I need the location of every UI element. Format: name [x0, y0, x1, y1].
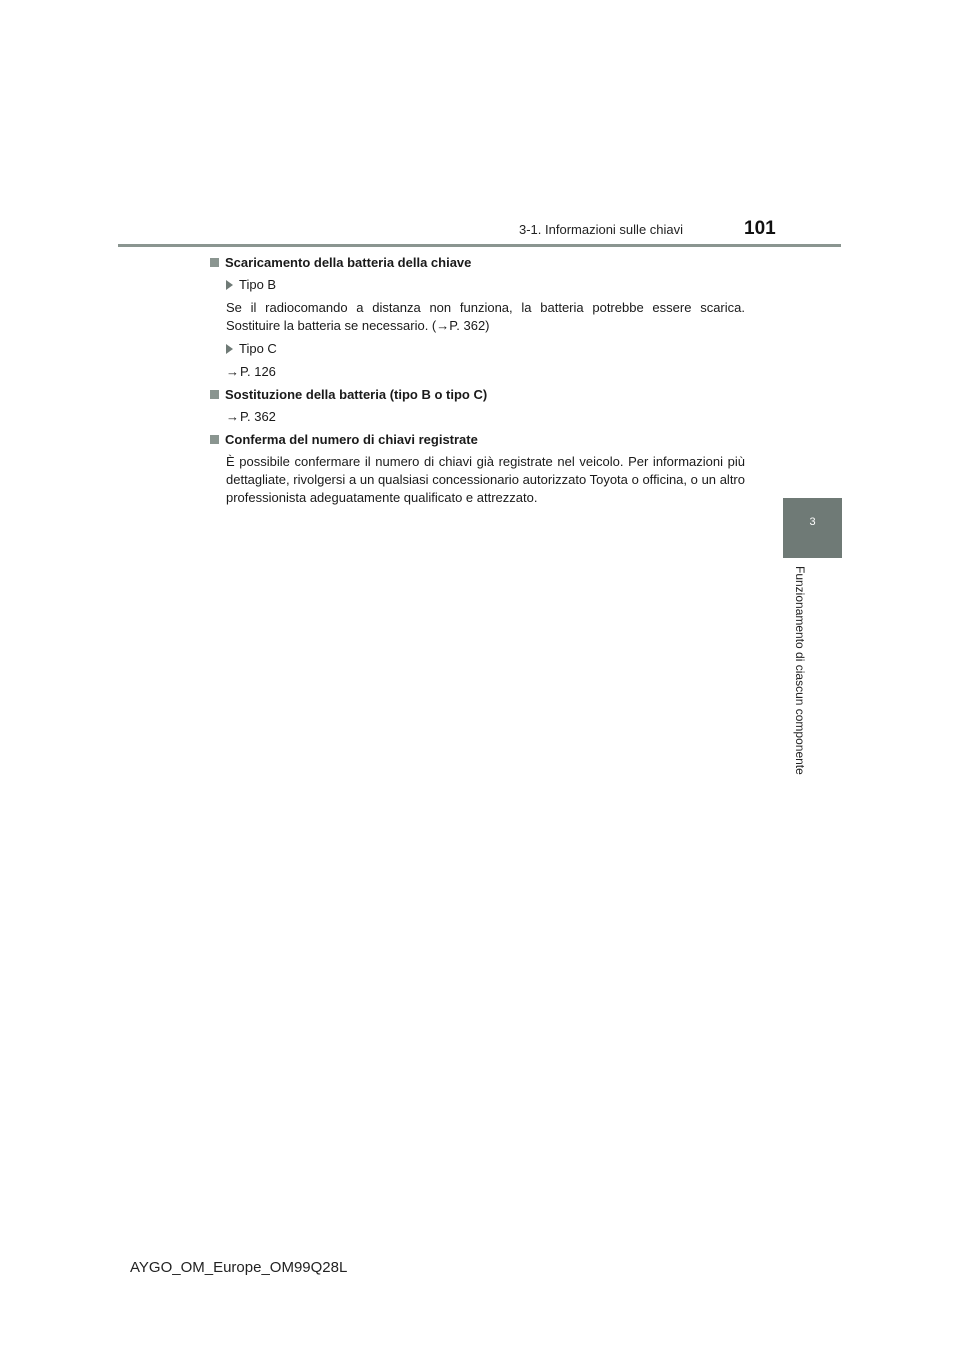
header-divider	[118, 244, 841, 247]
triangle-bullet-icon	[226, 280, 233, 290]
document-code: AYGO_OM_Europe_OM99Q28L	[130, 1259, 348, 1276]
arrow-right-icon: →	[226, 364, 239, 379]
body-paragraph: È possibile confermare il numero di chiavi già registrate nel veicolo. Per informazioni più dettagliate, rivolgersi a un qualsiasi concessionario autorizzato Toyota o officina, o un altro professionista adeguatamente qualificato e attrezzato.	[226, 454, 745, 505]
sub-item-label: Tipo B	[239, 277, 277, 292]
reference-text: P. 362	[240, 409, 276, 424]
body-paragraph: Se il radiocomando a distanza non funziona, la batteria potrebbe essere scarica. Sostituire la batteria se necessario. (→P. 362)	[226, 300, 745, 333]
section-title: 3-1. Informazioni sulle chiavi	[519, 222, 684, 237]
heading-text: Sostituzione della batteria (tipo B o tipo C)	[225, 387, 488, 402]
sub-item	[210, 340, 745, 358]
chapter-label: Funzionamento di ciascun componente	[793, 566, 807, 775]
reference-text: P. 126	[240, 364, 276, 379]
arrow-right-icon: →	[226, 409, 239, 424]
page-number: 101	[744, 218, 776, 239]
heading-text: Conferma del numero di chiavi registrate	[225, 432, 478, 447]
sub-item-label: Tipo C	[239, 341, 277, 356]
square-bullet-icon	[210, 390, 219, 399]
heading-text: Scaricamento della batteria della chiave	[225, 255, 472, 270]
page-reference	[210, 363, 745, 381]
page-content	[210, 254, 745, 507]
square-bullet-icon	[210, 435, 219, 444]
triangle-bullet-icon	[226, 344, 233, 354]
section-heading	[210, 386, 745, 404]
chapter-tab	[783, 498, 842, 558]
sub-item	[210, 276, 745, 294]
section-heading	[210, 254, 745, 272]
page-reference	[210, 408, 745, 426]
section-heading	[210, 431, 745, 449]
chapter-number: 3	[809, 516, 816, 528]
square-bullet-icon	[210, 258, 219, 267]
